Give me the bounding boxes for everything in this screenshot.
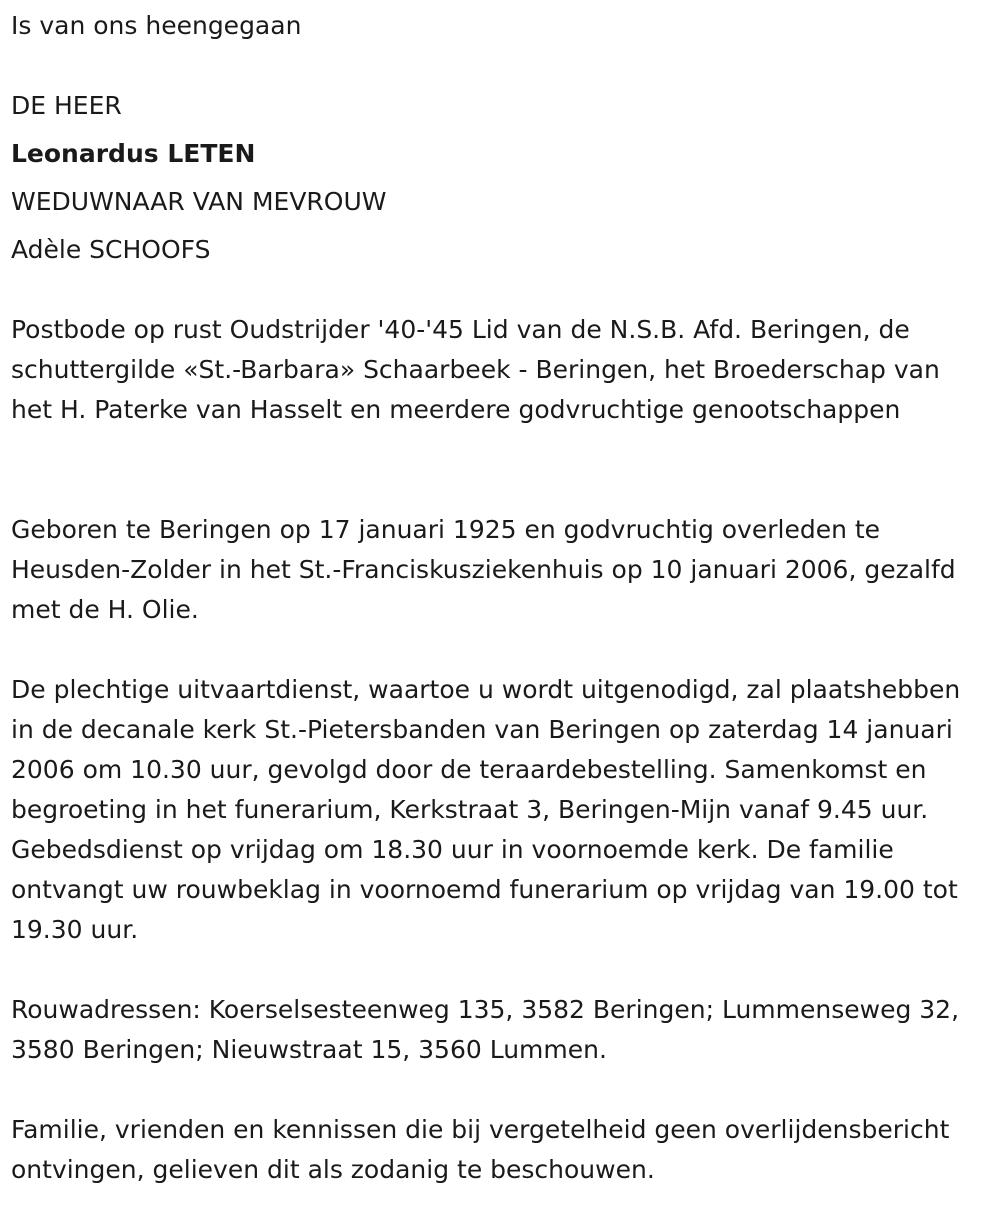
title-prefix: DE HEER (11, 91, 122, 120)
addresses-paragraph: Rouwadressen: Koerselsesteenweg 135, 3582 Beringen; Lummenseweg 32, 3580 Beringen; Nieuwstraat 15, 3560 Lummen. (11, 995, 960, 1064)
spouse-name: Adèle SCHOOFS (11, 235, 211, 264)
closing-paragraph: Familie, vrienden en kennissen die bij vergetelheid geen overlijdensbericht ontvingen, gelieven dit als zodanig te beschouwen. (11, 1115, 950, 1184)
intro-text: Is van ons heengegaan (11, 11, 302, 40)
affiliations-paragraph: Postbode op rust Oudstrijder '40-'45 Lid van de N.S.B. Afd. Beringen, de schuttergilde «St.-Barbara» Schaarbeek - Beringen, het Broederschap van het H. Paterke van Hasselt en meerdere godvruchtige genootschappen (11, 315, 940, 424)
birth-death-paragraph: Geboren te Beringen op 17 januari 1925 en godvruchtig overleden te Heusden-Zolder in het St.-Franciskusziekenhuis op 10 januari 2006, gezalfd met de H. Olie. (11, 515, 956, 624)
funeral-paragraph: De plechtige uitvaartdienst, waartoe u wordt uitgenodigd, zal plaatshebben in de decanale kerk St.-Pietersbanden van Beringen op zaterdag 14 januari 2006 om 10.30 uur, gevolgd door de teraardebestelling. Samenkomst en begroeting in het funerarium, Kerkstraat 3, Beringen-Mijn vanaf 9.45 uur. Gebedsdienst op vrijdag om 18.30 uur in voornoemde kerk. De familie ontvangt uw rouwbeklag in voornoemd funerarium op vrijdag van 19.00 tot 19.30 uur. (11, 675, 961, 944)
relation-text: WEDUWNAAR VAN MEVROUW (11, 187, 387, 216)
deceased-name: Leonardus LETEN (11, 139, 256, 168)
